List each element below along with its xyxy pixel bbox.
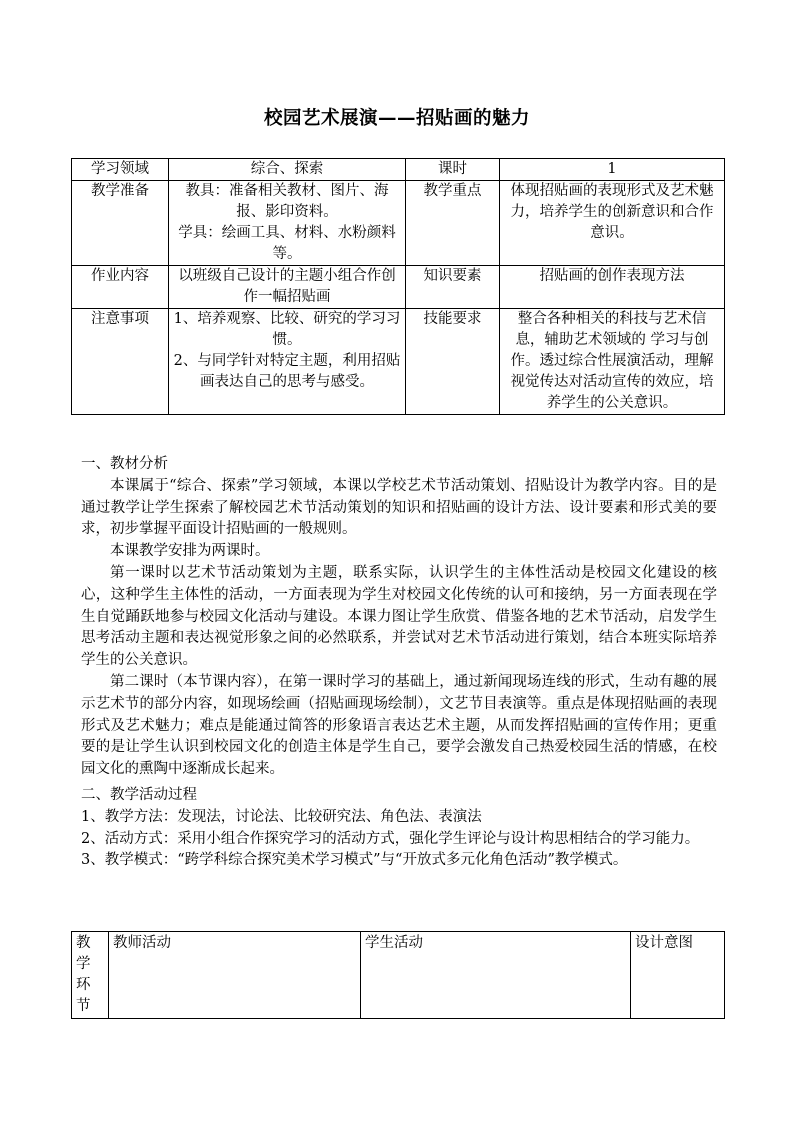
paragraph: 本课属于“综合、探索”学习领域，本课以学校艺术节活动策划、招贴设计为教学内容。目的是通过教学让学生探索了解校园艺术节活动策划的知识和招贴画的设计方法、设计要素和形式美的要求，初步掌握平面设计招贴画的一般规则。 <box>81 477 717 538</box>
header-intent: 设计意图 <box>631 932 725 1019</box>
header-teacher: 教师活动 <box>109 932 361 1019</box>
table-row <box>72 309 725 415</box>
value-skills: 整合各种相关的科技与艺术信息，辅助艺术领域的 学习与创作。透过综合性展演活动，理解视觉传达对活动宣传的效应，培养学生的公关意识。 <box>500 309 725 415</box>
teaching-tools: 教具：准备相关教材、图片、海报、影印资料。 <box>185 183 389 220</box>
note-item-1: 1、培养观察、比较、研究的学习习惯。 <box>173 311 401 348</box>
value-notes <box>169 309 406 415</box>
label-skills: 技能要求 <box>406 309 500 415</box>
label-notes: 注意事项 <box>72 309 169 415</box>
label-knowledge: 知识要素 <box>406 266 500 309</box>
list-item: 1、教学方法：发现法，讨论法、比较研究法、角色法、表演法 <box>81 808 482 825</box>
value-hours: 1 <box>500 159 725 181</box>
label-hours: 课时 <box>406 159 500 181</box>
paragraph: 本课教学安排为两课时。 <box>110 543 270 560</box>
label-key-point: 教学重点 <box>406 181 500 266</box>
label-preparation: 教学准备 <box>72 181 169 266</box>
label-assignment: 作业内容 <box>72 266 169 309</box>
table-row <box>72 181 725 266</box>
section-teaching-process <box>81 785 717 872</box>
lesson-info-table <box>71 158 725 415</box>
value-assignment: 以班级自己设计的主题小组合作创作一幅招贴画 <box>169 266 406 309</box>
paragraph: 第一课时以艺术节活动策划为主题，联系实际，认识学生的主体性活动是校园文化建设的核心，这种学生主体性的活动，一方面表现为学生对校园文化传统的认可和接纳，另一方面表现在学生自觉踊跃地参与校园文化活动与建设。本课力图让学生欣赏、借鉴各地的艺术节活动，启发学生思考活动主题和表达视觉形象之间的必然联系，并尝试对艺术节活动进行策划，结合本班实际培养学生的公关意识。 <box>81 564 717 669</box>
section-heading: 二、教学活动过程 <box>81 787 197 803</box>
value-knowledge: 招贴画的创作表现方法 <box>500 266 725 309</box>
header-stage-text: 教学环节 <box>76 935 91 1014</box>
list-item: 2、活动方式：采用小组合作探究学习的活动方式，强化学生评论与设计构思相结合的学习能力。 <box>81 830 700 847</box>
value-domain: 综合、探索 <box>169 159 406 181</box>
learning-tools: 学具：绘画工具、材料、水粉颜料等。 <box>178 225 396 262</box>
header-student: 学生活动 <box>361 932 631 1019</box>
paragraph: 第二课时（本节课内容），在第一课时学习的基础上，通过新闻现场连线的形式，生动有趣的展示艺术节的部分内容，如现场绘画（招贴画现场绘制），文艺节目表演等。重点是体现招贴画的表现形式及艺术魅力；难点是能通过简答的形象语言表达艺术主题，从而发挥招贴画的宣传作用；更重要的是让学生认识到校园文化的创造主体是学生自己，要学会激发自己热爱校园生活的情感，在校园文化的熏陶中逐渐成长起来。 <box>81 673 717 778</box>
label-domain: 学习领域 <box>72 159 169 181</box>
section-material-analysis <box>81 454 717 781</box>
section-heading: 一、教材分析 <box>81 456 168 472</box>
activity-table <box>71 931 725 1019</box>
table-row <box>72 932 725 1019</box>
value-preparation <box>169 181 406 266</box>
table-row <box>72 159 725 181</box>
list-item: 3、教学模式：“跨学科综合探究美术学习模式”与“开放式多元化角色活动”教学模式。 <box>81 852 628 869</box>
value-key-point: 体现招贴画的表现形式及艺术魅力，培养学生的创新意识和合作意识。 <box>500 181 725 266</box>
page-title: 校园艺术展演——招贴画的魅力 <box>263 108 530 129</box>
header-stage <box>72 932 109 1019</box>
table-row <box>72 266 725 309</box>
note-item-2: 2、与同学针对特定主题，利用招贴画表达自己的思考与感受。 <box>173 353 401 390</box>
